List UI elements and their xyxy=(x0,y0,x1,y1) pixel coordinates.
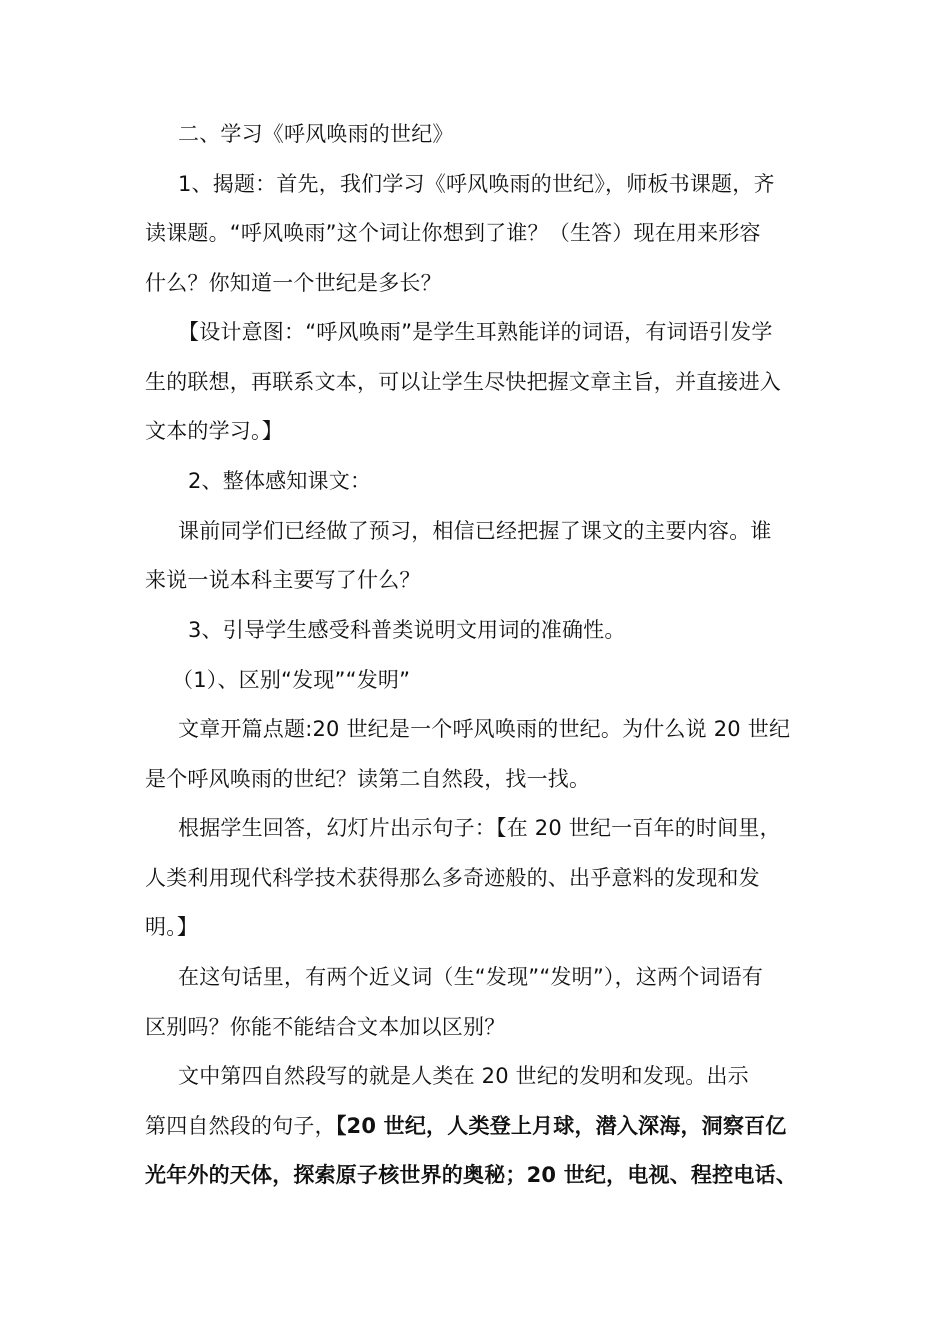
paragraph-line: 是个呼风唤雨的世纪？读第二自然段，找一找。 xyxy=(145,767,591,791)
design-note-line: 文本的学习。】 xyxy=(145,419,283,443)
design-note-line: 生的联想，再联系文本，可以让学生尽快把握文章主旨，并直接进入 xyxy=(145,370,781,394)
paragraph-line: 人类利用现代科学技术获得那么多奇迹般的、出乎意料的发现和发 xyxy=(145,866,760,890)
paragraph-line: 什么？你知道一个世纪是多长？ xyxy=(145,271,442,295)
paragraph-line: 根据学生回答，幻灯片出示句子：【在 20 世纪一百年的时间里， xyxy=(178,816,781,840)
subsection-heading: 3、引导学生感受科普类说明文用词的准确性。 xyxy=(188,618,626,642)
subsection-heading: （1）、区别“发现”“发明” xyxy=(172,668,411,692)
paragraph-line: 在这句话里，有两个近义词（生“发现”“发明”），这两个词语有 xyxy=(178,965,764,989)
design-note-line: 【设计意图：“呼风唤雨”是学生耳熟能详的词语，有词语引发学 xyxy=(178,320,773,344)
paragraph-line: 文章开篇点题:20 世纪是一个呼风唤雨的世纪。为什么说 20 世纪 xyxy=(178,717,791,741)
paragraph-line: 明。】 xyxy=(145,915,199,939)
section-heading: 二、学习《呼风唤雨的世纪》 xyxy=(178,122,454,146)
paragraph-line xyxy=(145,1111,786,1141)
bold-quote-line: 光年外的天体，探索原子核世界的奥秘；20 世纪，电视、程控电话、 xyxy=(145,1163,797,1187)
paragraph-line: 1、揭题：首先，我们学习《呼风唤雨的世纪》，师板书课题，齐 xyxy=(178,172,775,196)
paragraph-line: 文中第四自然段写的就是人类在 20 世纪的发明和发现。出示 xyxy=(178,1064,749,1088)
paragraph-line: 来说一说本科主要写了什么？ xyxy=(145,568,421,592)
subsection-heading: 2、整体感知课文： xyxy=(188,469,372,493)
plain-text: 第四自然段的句子， xyxy=(145,1114,336,1138)
paragraph-line: 区别吗？你能不能结合文本加以区别？ xyxy=(145,1015,506,1039)
paragraph-line: 读课题。“呼风唤雨”这个词让你想到了谁？（生答）现在用来形容 xyxy=(145,221,761,245)
paragraph-line: 课前同学们已经做了预习，相信已经把握了课文的主要内容。谁 xyxy=(178,519,772,543)
bold-quote: 【20 世纪，人类登上月球，潜入深海，洞察百亿 xyxy=(335,1114,787,1138)
